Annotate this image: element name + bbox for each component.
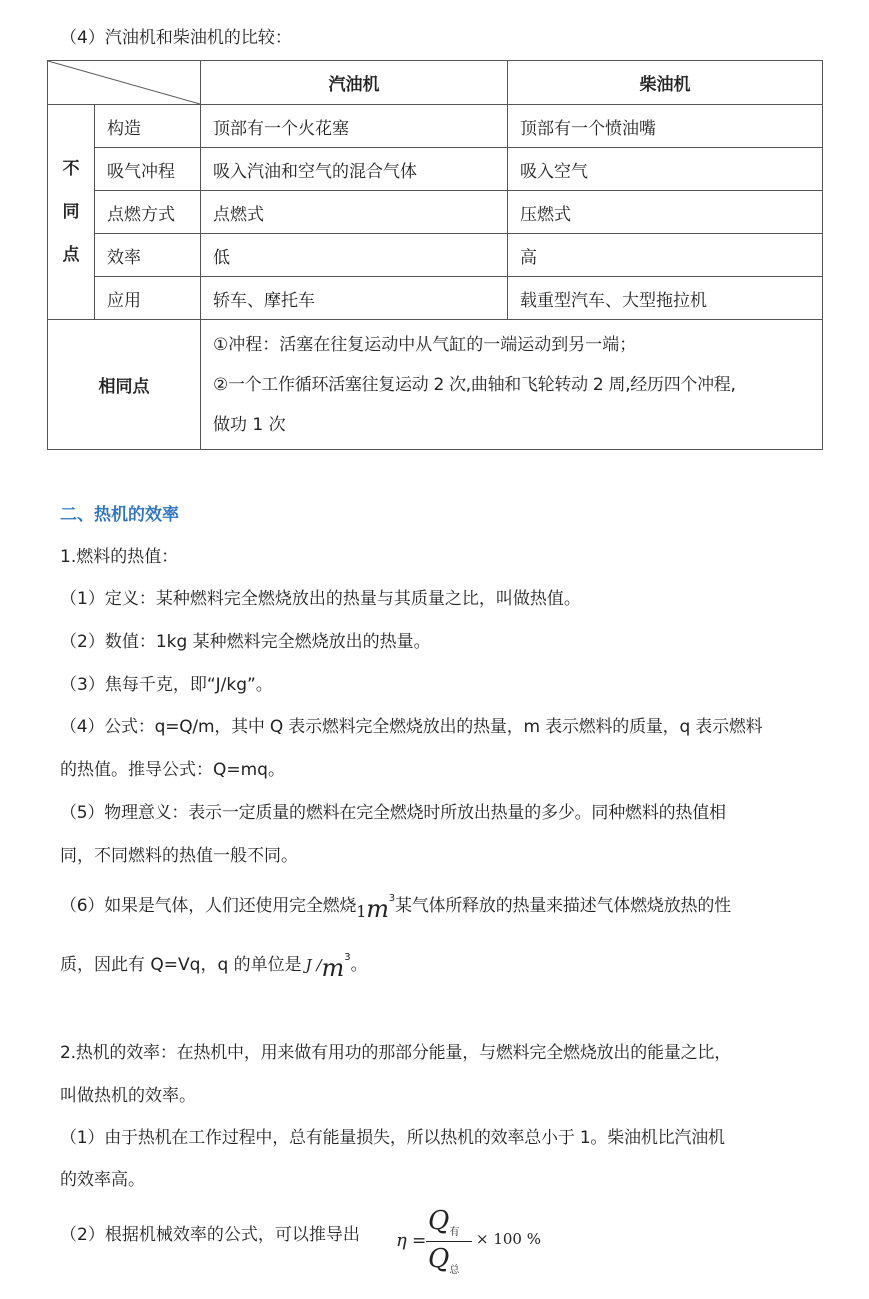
list-item: （1）定义：某种燃料完全燃烧放出的热量与其质量之比，叫做热值。 bbox=[60, 589, 581, 609]
list-item-unit: 质，因此有 Q=Vq，q 的单位是 J $/m^3$。 bbox=[60, 952, 368, 982]
unit-exponent: 3 bbox=[344, 952, 351, 963]
unit-j: J / bbox=[305, 956, 322, 974]
fraction-bar bbox=[426, 1241, 472, 1242]
eta-symbol: η bbox=[396, 1230, 407, 1251]
efficiency-definition-cont: 叫做热机的效率。 bbox=[60, 1086, 196, 1106]
same-points-content bbox=[201, 320, 823, 450]
diff-group-label: 不 同 点 bbox=[48, 105, 95, 320]
same-points-row bbox=[48, 320, 823, 450]
row-label: 构造 bbox=[95, 105, 201, 148]
diesel-cell: 载重型汽车、大型拖拉机 bbox=[508, 277, 823, 320]
list-item: （5）物理意义：表示一定质量的燃料在完全燃烧时所放出热量的多少。同种燃料的热值相 bbox=[60, 803, 726, 823]
gasoline-cell: 轿车、摩托车 bbox=[201, 277, 508, 320]
table-row bbox=[48, 277, 823, 320]
unit-exponent: 3 bbox=[388, 893, 395, 904]
same-point-line: 做功 1 次 bbox=[213, 414, 286, 435]
list-item: 的效率高。 bbox=[60, 1170, 145, 1190]
fraction-numerator: $Q_有$ bbox=[428, 1206, 460, 1238]
table-row bbox=[48, 191, 823, 234]
header-gasoline: 汽油机 bbox=[201, 61, 508, 105]
diesel-cell: 高 bbox=[508, 234, 823, 277]
section-title: 二、热机的效率 bbox=[60, 505, 179, 525]
header-diesel: 柴油机 bbox=[508, 61, 823, 105]
row-label: 应用 bbox=[95, 277, 201, 320]
table-row bbox=[48, 105, 823, 148]
compare-heading: （4）汽油机和柴油机的比较： bbox=[60, 28, 292, 48]
list-item: （3）焦每千克，即“J/kg”。 bbox=[60, 675, 273, 695]
list-item: （4）公式：q=Q/m，其中 Q 表示燃料完全燃烧放出的热量，m 表示燃料的质量，q 表示燃料 bbox=[60, 717, 763, 737]
unit-m: m bbox=[366, 895, 389, 923]
fraction-denominator: $Q_总$ bbox=[428, 1244, 460, 1276]
efficiency-definition: 2.热机的效率：在热机中，用来做有用功的那部分能量，与燃料完全燃烧放出的能量之比， bbox=[60, 1043, 732, 1063]
row-label: 吸气冲程 bbox=[95, 148, 201, 191]
list-item: 的热值。推导公式：Q=mq。 bbox=[60, 760, 285, 780]
list-item: （1）由于热机在工作过程中，总有能量损失，所以热机的效率总小于 1。柴油机比汽油机 bbox=[60, 1128, 725, 1148]
list-item-gas: （6）如果是气体，人们还使用完全燃烧$1m^3$某气体所释放的热量来描述气体燃烧放热的性 bbox=[60, 893, 731, 923]
unit-number: 1 bbox=[356, 902, 367, 921]
row-label: 效率 bbox=[95, 234, 201, 277]
unit-m: m bbox=[321, 954, 345, 982]
row-label: 点燃方式 bbox=[95, 191, 201, 234]
comparison-table bbox=[47, 60, 823, 450]
same-point-line: ②一个工作循环活塞往复运动 2 次,曲轴和飞轮转动 2 周,经历四个冲程, bbox=[213, 374, 736, 395]
gasoline-cell: 点燃式 bbox=[201, 191, 508, 234]
times-hundred-percent: × 100 % bbox=[476, 1230, 541, 1248]
formula-intro: （2）根据机械效率的公式，可以推导出 bbox=[60, 1225, 360, 1245]
list-item: （2）数值：1kg 某种燃料完全燃烧放出的热量。 bbox=[60, 632, 431, 652]
diesel-cell: 顶部有一个愤油嘴 bbox=[508, 105, 823, 148]
table-row bbox=[48, 148, 823, 191]
diagonal-line bbox=[48, 61, 200, 104]
diesel-cell: 吸入空气 bbox=[508, 148, 823, 191]
same-points-label: 相同点 bbox=[48, 320, 201, 450]
table-row bbox=[48, 234, 823, 277]
gasoline-cell: 吸入汽油和空气的混合气体 bbox=[201, 148, 508, 191]
equals-sign: = bbox=[412, 1231, 427, 1251]
diesel-cell: 压燃式 bbox=[508, 191, 823, 234]
list-item: 同，不同燃料的热值一般不同。 bbox=[60, 846, 298, 866]
table-header-row bbox=[48, 61, 823, 105]
gasoline-cell: 低 bbox=[201, 234, 508, 277]
efficiency-fraction bbox=[420, 1206, 542, 1276]
same-point-line: ①冲程：活塞在往复运动中从气缸的一端运动到另一端； bbox=[213, 334, 637, 355]
gasoline-cell: 顶部有一个火花塞 bbox=[201, 105, 508, 148]
fuel-heading: 1.燃料的热值： bbox=[60, 547, 179, 567]
diagonal-corner-cell bbox=[48, 61, 201, 105]
